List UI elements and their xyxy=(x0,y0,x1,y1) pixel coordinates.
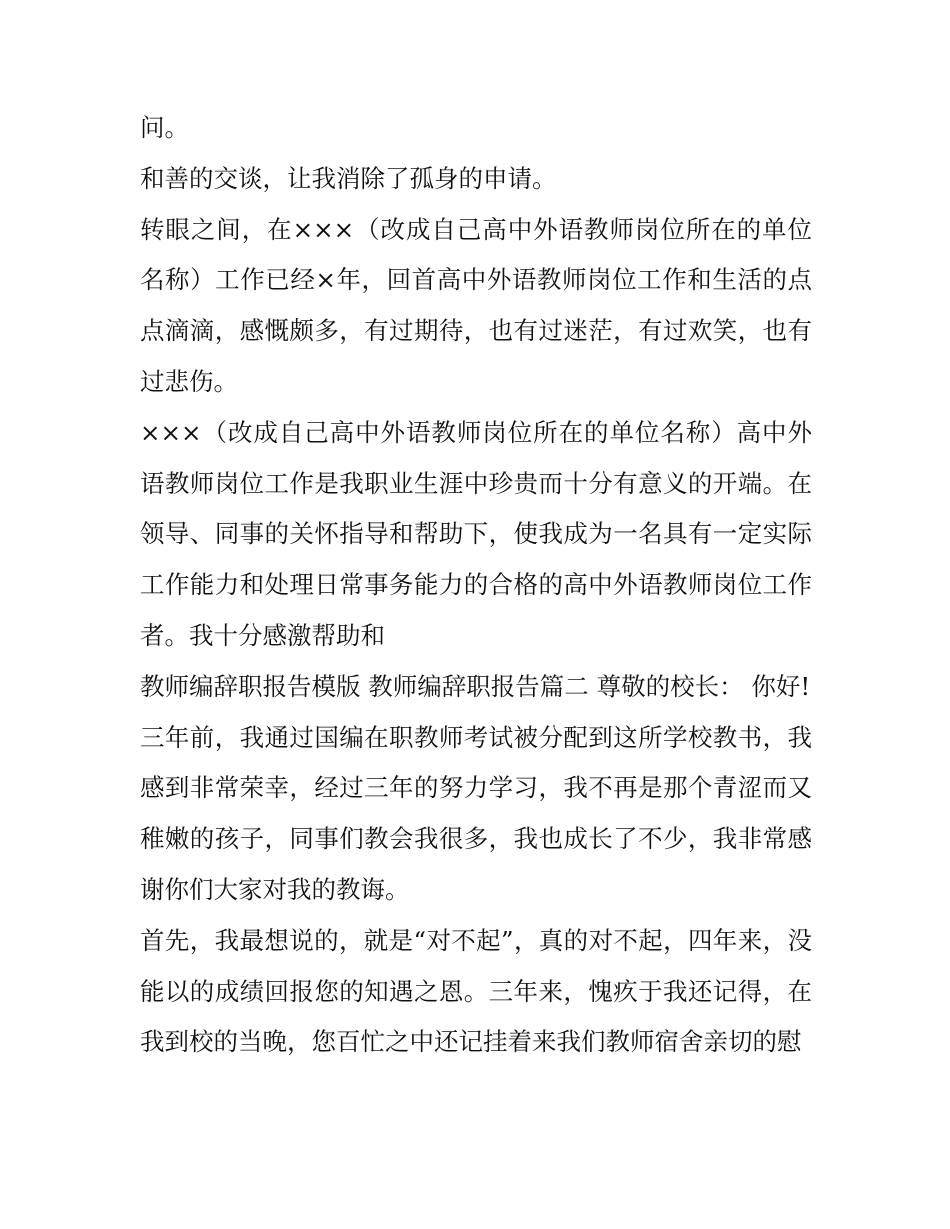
paragraph-gratitude: ×××（改成自己高中外语教师岗位所在的单位名称）高中外语教师岗位工作是我职业生涯中珍贵而十分有意义的开端。在领导、同事的关怀指导和帮助下，使我成为一名具有一定实际工作能力和处理日常事务能力的合格的高中外语教师岗位工作者。我十分感激帮助和 xyxy=(140,417,812,650)
paragraph-letter-heading: 教师编辞职报告模版 教师编辞职报告篇二 尊敬的校长： 你好! xyxy=(140,671,811,701)
paragraph-three-years: 三年前，我通过国编在职教师考试被分配到这所学校教书，我感到非常荣幸，经过三年的努力学习，我不再是那个青涩而又稚嫩的孩子，同事们教会我很多，我也成长了不少，我非常感谢你们大家对我的教诲。 xyxy=(140,722,812,904)
paragraph-fragment: 问。 xyxy=(140,113,189,142)
paragraph-reflection: 转眼之间，在×××（改成自己高中外语教师岗位所在的单位名称）工作已经×年，回首高中外语教师岗位工作和生活的点点滴滴，感慨颇多，有过期待，也有过迷茫，有过欢笑，也有过悲伤。 xyxy=(140,214,812,396)
document-body xyxy=(140,103,812,1068)
paragraph-conversation: 和善的交谈，让我消除了孤身的申请。 xyxy=(140,163,557,193)
paragraph-apology: 首先，我最想说的，就是“对不起”，真的对不起，四年来，没能以的成绩回报您的知遇之恩。三年来，愧疚于我还记得，在我到校的当晚，您百忙之中还记挂着来我们教师宿舍亲切的慰 xyxy=(140,925,812,1057)
